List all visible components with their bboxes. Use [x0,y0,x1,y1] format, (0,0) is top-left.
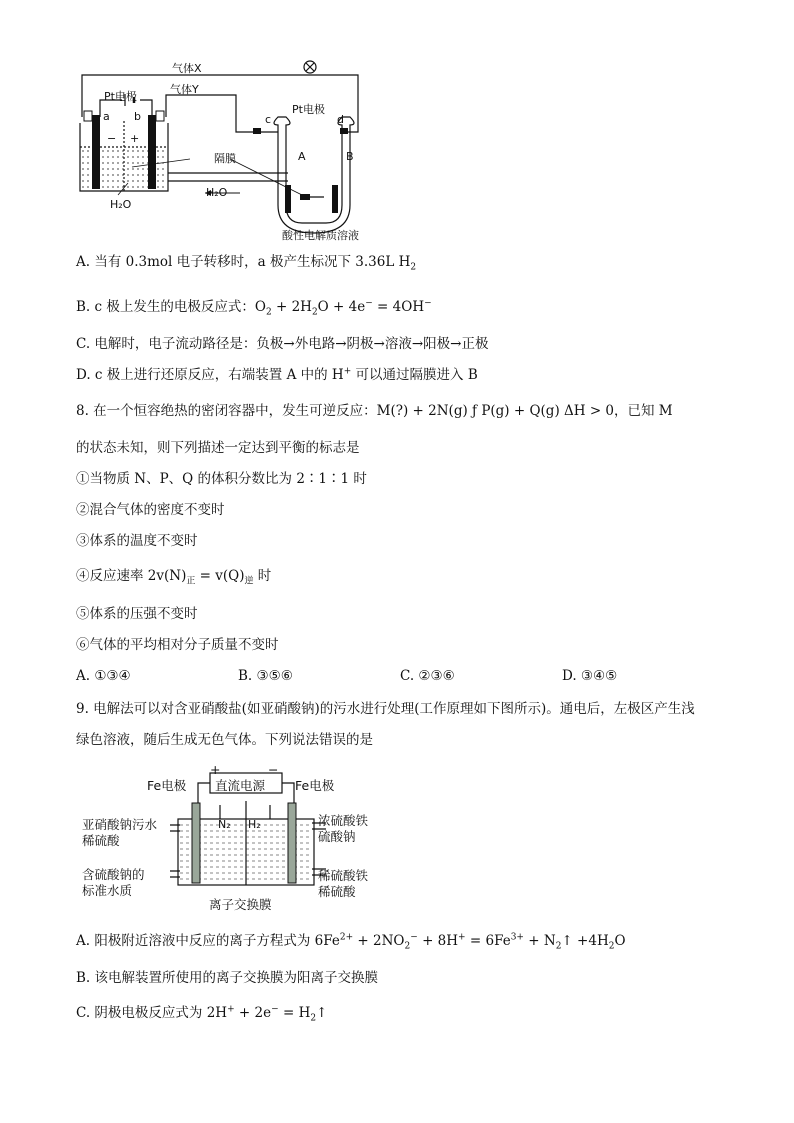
q9-option-c: C. 阴极电极反应式为 $2H^+ + 2e^- = H_2↑$ [76,1004,328,1024]
electrode-b-label: b [134,110,141,123]
fe-electrode-left-label: Fe电极 [147,778,187,793]
q9-stem-line2: 绿色溶液，随后生成无色气体。下列说法错误的是 [76,732,373,748]
q8-item-5: ⑤体系的压强不变时 [76,606,198,622]
gas-y-label: 气体Y [170,83,199,96]
electrode-d-label: d [337,113,344,126]
q8-stem: 8. 在一个恒容绝热的密闭容器中，发生可逆反应：M(?) + 2N(g) ƒ P(g) + Q(g) ΔH > 0，已知 M [76,403,673,419]
left-outlet-line1: 含硫酸钠的 [82,867,145,882]
power-plus: + [210,762,221,777]
q8-option-b: B. ③⑤⑥ [238,668,293,684]
q8-item-2: ②混合气体的密度不变时 [76,502,225,518]
q7-option-c: C. 电解时，电子流动路径是：负极→外电路→阴极→溶液→阳极→正极 [76,336,489,352]
pt-electrode-left-label: Pt电极 [104,90,137,103]
q8-option-c: C. ②③⑥ [400,668,455,684]
right-inlet-line1: 稀硫酸铁 [318,868,369,883]
tube-a-label: A [298,150,306,163]
gas-x-label: 气体X [172,62,202,75]
membrane-label: 隔膜 [214,152,236,165]
left-inlet-wastewater: 亚硝酸钠污水 [82,817,158,832]
h2o-left-label: H₂O [110,198,132,211]
h2-label: H₂ [248,818,261,831]
ion-exchange-membrane-label: 离子交换膜 [209,897,272,912]
q7-option-b: B. c 极上发生的电极反应式：$O_2 + 2H_2O + 4e^- = 4OH^-$ [76,298,432,318]
q7-option-d: D. c 极上进行还原反应，右端装置 A 中的 H+ 可以通过隔膜进入 B [76,366,478,383]
tube-b-label: B [346,150,354,163]
right-inlet-line2: 稀硫酸 [318,884,356,899]
left-outlet-line2: 标准水质 [82,883,133,898]
q9-stem-line1: 9. 电解法可以对含亚硝酸盐(如亚硝酸钠)的污水进行处理(工作原理如下图所示)。通电后，左极区产生浅 [76,701,695,717]
q9-option-a: A. 阳极附近溶液中反应的离子方程式为 $6Fe^{2+} + 2NO_2^- + 8H^+ = 6Fe^{3+}$ + $N_2↑ +4H_2O$ [76,932,626,952]
pt-electrode-right-label: Pt电极 [292,103,325,116]
h2o-arrow-label: H₂O [206,186,228,199]
electrode-c-label: c [265,113,272,126]
n2-label: N₂ [218,818,231,831]
q8-stem-line2: 的状态未知，则下列描述一定达到平衡的标志是 [76,440,360,456]
q8-option-a: A. ①③④ [76,668,131,684]
plus-sign: + [130,132,140,145]
q8-item-4: ④反应速率 $2v(N)_正 = v(Q)_逆$ 时 [76,568,272,587]
dc-power-label: 直流电源 [215,778,266,793]
right-outlet-line2: 硫酸钠 [318,829,356,844]
q8-item-6: ⑥气体的平均相对分子质量不变时 [76,637,279,653]
q9-option-b: B. 该电解装置所使用的离子交换膜为阳离子交换膜 [76,970,379,986]
minus-sign: − [107,132,117,145]
q8-item-1: ①当物质 N、P、Q 的体积分数比为 2∶1∶1 时 [76,471,367,487]
fe-electrode-right-label: Fe电极 [295,778,335,793]
right-outlet-line1: 浓硫酸铁 [318,813,369,828]
electrode-a-label: a [103,110,110,123]
acid-solution-label: 酸性电解质溶液 [282,229,359,242]
power-minus: − [268,762,279,777]
q8-option-d: D. ③④⑤ [562,668,618,684]
left-inlet-acid: 稀硫酸 [82,833,120,848]
q8-item-3: ③体系的温度不变时 [76,533,198,549]
q7-option-a: A. 当有 0.3mol 电子转移时，a 极产生标况下 3.36L $H_2$ [76,254,417,273]
